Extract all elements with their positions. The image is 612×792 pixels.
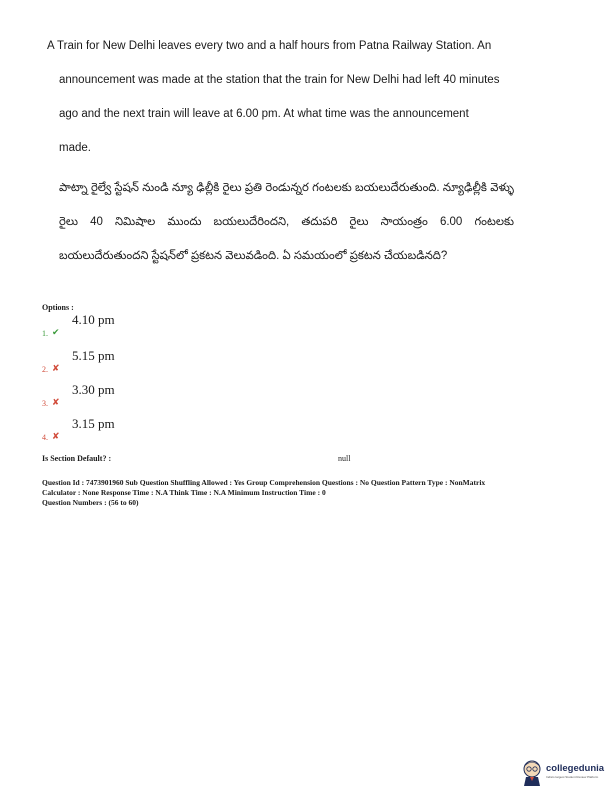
option-text: 3.15 pm — [72, 416, 115, 431]
cross-icon: ✘ — [52, 363, 60, 373]
question-meta — [42, 478, 582, 508]
meta-line-3: Question Numbers : (56 to 60) — [42, 498, 139, 507]
question-english — [47, 29, 547, 165]
check-icon: ✔ — [52, 327, 60, 337]
option-text: 5.15 pm — [72, 348, 115, 363]
cross-icon: ✘ — [52, 397, 60, 407]
meta-line-1: Question Id : 7473901960 Sub Question Shuffling Allowed : Yes Group Comprehension Questions : No Question Pattern Type : NonMatrix — [42, 478, 486, 487]
question-telugu: పాట్నా రైల్వే స్టేషన్ నుండి న్యూ ఢిల్లీకి రైలు ప్రతి రెండున్నర గంటలకు బయలుదేరుతుంది. న్యూఢిల్లీకి వెళ్ళు రైలు 40 నిమిషాల ముందు బయలుదేరిందని, తదుపరి రైలు సాయంత్రం 6.00 గంటలకు బయలుదేరుతుందని స్టేషన్‌లో ప్రకటన వెలువడింది. ఏ సమయంలో ప్రకటన చేయబడినది? — [59, 182, 514, 262]
option-3[interactable] — [42, 382, 115, 408]
section-default-label: Is Section Default? : — [42, 454, 112, 463]
cross-icon: ✘ — [52, 431, 60, 441]
option-number: 2. — [42, 365, 48, 374]
option-2[interactable] — [42, 348, 115, 374]
question-english-line-1: A Train for New Delhi leaves every two and a half hours from Patna Railway Station. An — [47, 40, 492, 52]
mascot-icon — [520, 758, 544, 786]
brand-logo — [518, 758, 612, 788]
brand-name: collegedunia — [546, 763, 605, 774]
option-1[interactable] — [42, 312, 115, 338]
option-text: 4.10 pm — [72, 312, 115, 327]
section-default-value: null — [338, 454, 351, 463]
option-number: 4. — [42, 433, 48, 442]
options-label: Options : — [42, 303, 74, 312]
question-english-line-3: ago and the next train will leave at 6.00 pm. At what time was the announcement — [59, 108, 469, 120]
option-number: 1. — [42, 329, 48, 338]
option-4[interactable] — [42, 416, 115, 442]
option-number: 3. — [42, 399, 48, 408]
question-english-line-2: announcement was made at the station that the train for New Delhi had left 40 minutes — [59, 74, 500, 86]
question-english-line-4: made. — [59, 142, 91, 154]
option-text: 3.30 pm — [72, 382, 115, 397]
brand-tagline: India's largest Student Review Platform — [546, 775, 599, 779]
meta-line-2: Calculator : None Response Time : N.A Think Time : N.A Minimum Instruction Time : 0 — [42, 488, 326, 497]
